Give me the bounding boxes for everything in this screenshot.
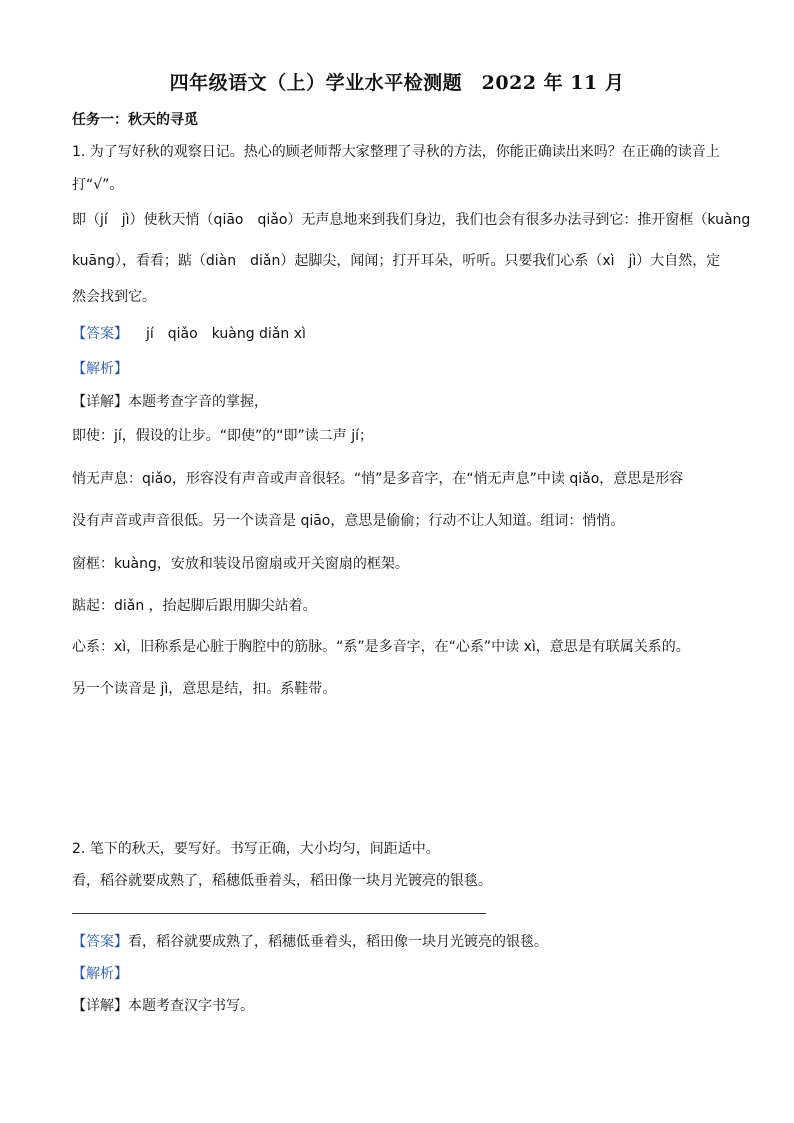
answer-label: 【答案】 <box>72 934 128 950</box>
page-title: 四年级语文（上）学业水平检测题 2022 年 11 月 <box>169 72 625 94</box>
analysis-label: 【解析】 <box>72 361 128 377</box>
question-2-line: 看，稻谷就要成熟了，稻穗低垂着头，稻田像一块月光镀亮的银毯。 <box>72 873 492 889</box>
detail-line: 即使：jí，假设的让步。“即使”的“即”读二声 jí； <box>72 428 374 444</box>
analysis-label: 【解析】 <box>72 966 128 982</box>
detail-line: 窗框：kuàng，安放和装设吊窗扇或开关窗扇的框架。 <box>72 556 409 572</box>
answer-value: jí qiǎo kuàng diǎn xì <box>146 326 306 342</box>
question-1-line: 然会找到它。 <box>72 289 156 305</box>
detail-label: 【详解】 <box>72 998 128 1014</box>
detail-line: 悄无声息：qiǎo，形容没有声音或声音很轻。“悄”是多音字，在“悄无声息”中读 qiǎo，意思是形容 <box>72 471 684 487</box>
question-1-line: 即（jí jì）使秋天悄（qiāo qiǎo）无声息地来到我们身边，我们也会有很多办法寻到它：推开窗框（kuàng <box>72 212 751 228</box>
question-1-line: kuāng），看看；踮（diàn diǎn）起脚尖，闻闻；打开耳朵，听听。只要我们心系（xì jì）大自然，定 <box>72 253 721 269</box>
detail-text: 本题考查汉字书写。 <box>128 998 254 1014</box>
question-1-line: 打“√”。 <box>72 177 124 193</box>
answer-row <box>72 931 548 951</box>
detail-line: 另一个读音是 jì，意思是结，扣。系鞋带。 <box>72 681 337 697</box>
detail-line: 心系：xì，旧称系是心脏于胸腔中的筋脉。“系”是多音字，在“心系”中读 xì，意思是有联属关系的。 <box>72 639 690 655</box>
detail-label: 【详解】 <box>72 394 128 410</box>
question-2-line: 2. 笔下的秋天，要写好。书写正确，大小均匀，间距适中。 <box>72 841 440 857</box>
writing-line <box>72 913 486 914</box>
detail-row <box>72 391 268 411</box>
question-1-line: 1. 为了写好秋的观察日记。热心的顾老师帮大家整理了寻秋的方法，你能正确读出来吗？在正确的读音上 <box>72 144 720 160</box>
answer-value: 看，稻谷就要成熟了，稻穗低垂着头，稻田像一块月光镀亮的银毯。 <box>128 934 548 950</box>
detail-text: 本题考查字音的掌握， <box>128 394 268 410</box>
task-heading: 任务一：秋天的寻觅 <box>72 112 198 128</box>
detail-row <box>72 995 254 1015</box>
detail-line: 没有声音或声音很低。另一个读音是 qiāo，意思是偷偷；行动不让人知道。组词：悄悄。 <box>72 513 625 529</box>
answer-label: 【答案】 <box>72 326 128 342</box>
answer-row <box>72 323 306 343</box>
detail-line: 踮起：diǎn ，抬起脚后跟用脚尖站着。 <box>72 598 317 614</box>
